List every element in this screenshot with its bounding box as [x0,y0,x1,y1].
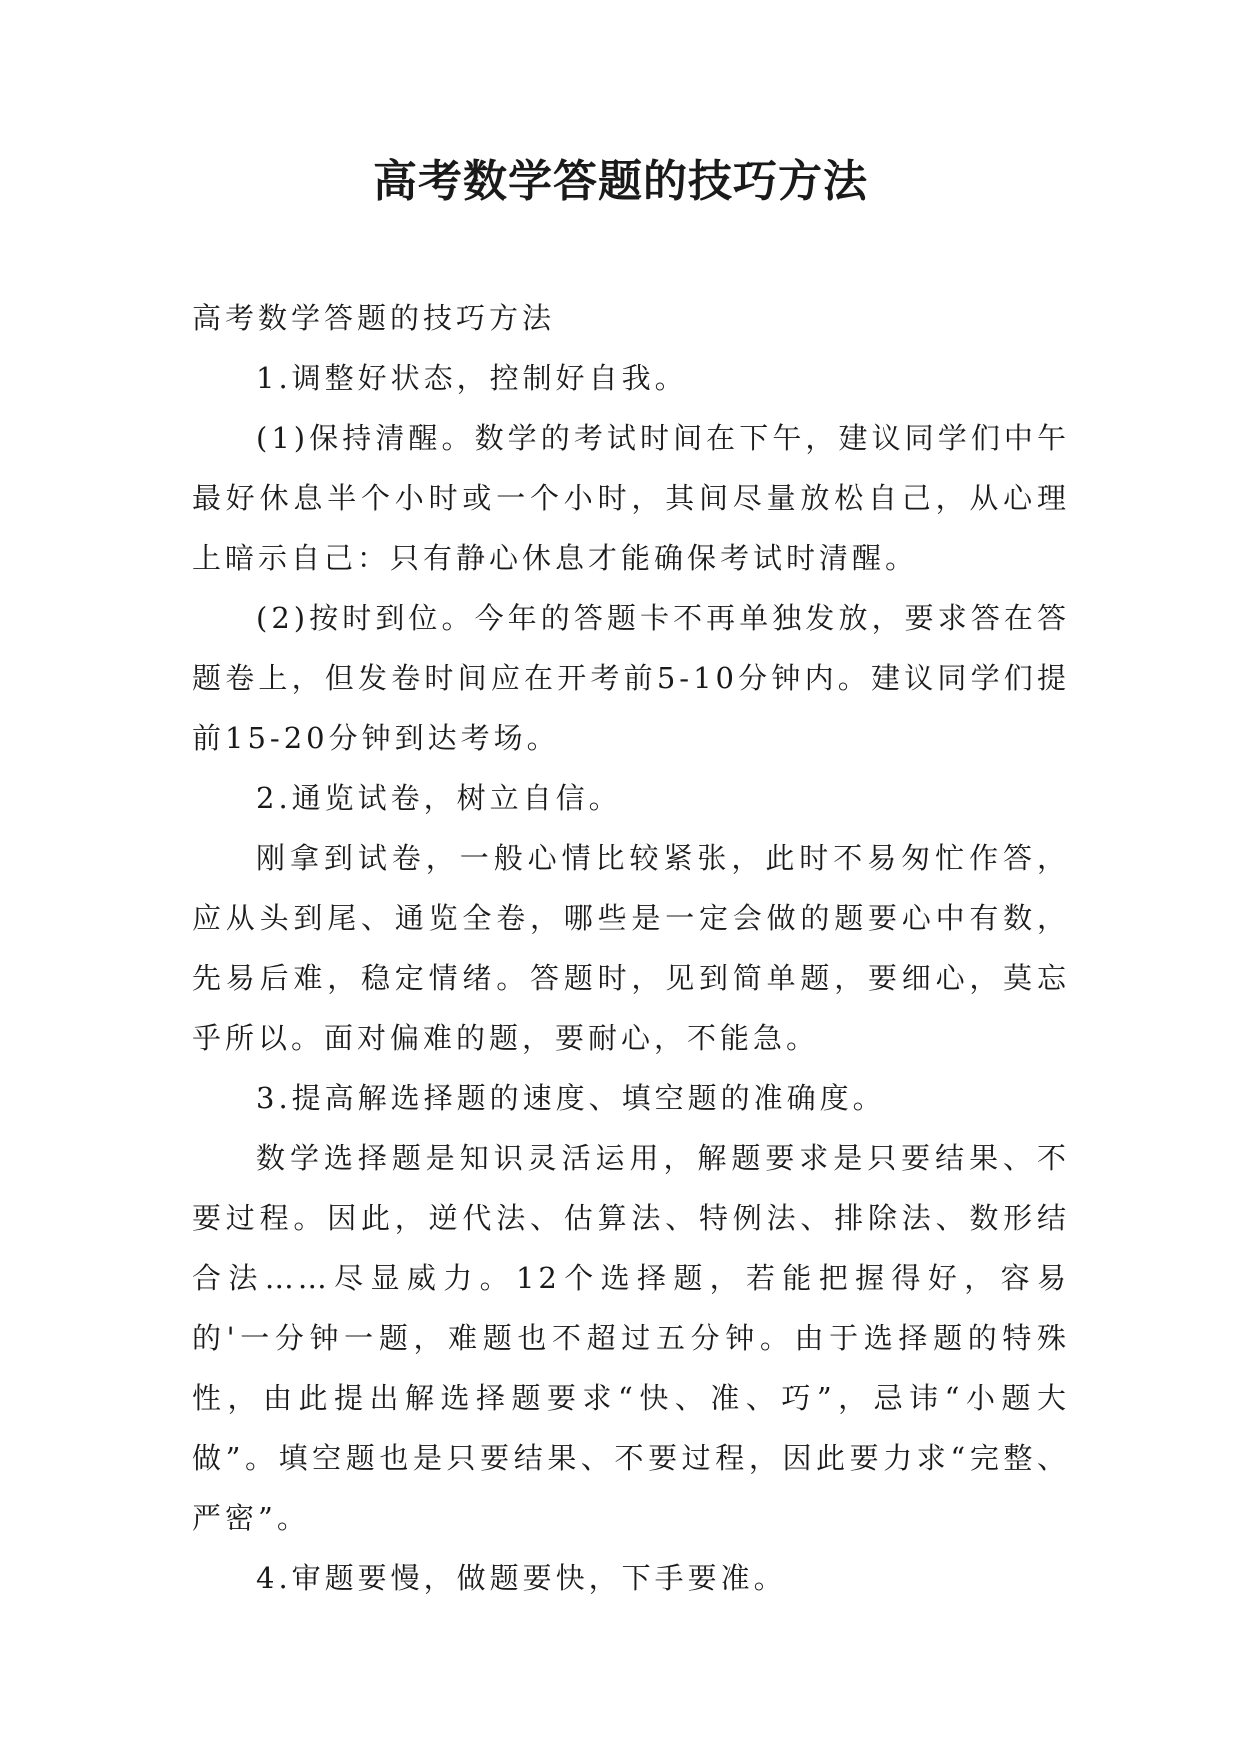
paragraph-section-3: 3.提高解选择题的速度、填空题的准确度。 [256,1081,886,1115]
paragraph-section-1: 1.调整好状态，控制好自我。 [256,361,688,395]
paragraph-section-2: 2.通览试卷，树立自信。 [256,781,622,815]
paragraph-section-4: 4.审题要慢，做题要快，下手要准。 [256,1561,787,1595]
paragraph-overview: 刚拿到试卷，一般心情比较紧张，此时不易匆忙作答，应从头到尾、通览全卷，哪些是一定会做的题要心中有数，先易后难，稳定情绪。答题时，见到简单题，要细心，莫忘乎所以。面对偏难的题，要耐心，不能急。 [192,841,1070,1055]
document-body [192,288,1070,1608]
paragraph-multiple-choice: 数学选择题是知识灵活运用，解题要求是只要结果、不要过程。因此，逆代法、估算法、特例法、排除法、数形结合法……尽显威力。12个选择题，若能把握得好，容易的'一分钟一题，难题也不超过五分钟。由于选择题的特殊性，由此提出解选择题要求“快、准、巧”，忌讳“小题大做”。填空题也是只要结果、不要过程，因此要力求“完整、严密”。 [192,1141,1070,1535]
paragraph-arrive-on-time: (2)按时到位。今年的答题卡不再单独发放，要求答在答题卷上，但发卷时间应在开考前5-10分钟内。建议同学们提前15-20分钟到达考场。 [192,601,1070,755]
paragraph-heading: 高考数学答题的技巧方法 [192,301,556,335]
document-title: 高考数学答题的技巧方法 [373,156,868,207]
paragraph-stay-alert: (1)保持清醒。数学的考试时间在下午，建议同学们中午最好休息半个小时或一个小时，其间尽量放松自己，从心理上暗示自己：只有静心休息才能确保考试时清醒。 [192,421,1070,575]
